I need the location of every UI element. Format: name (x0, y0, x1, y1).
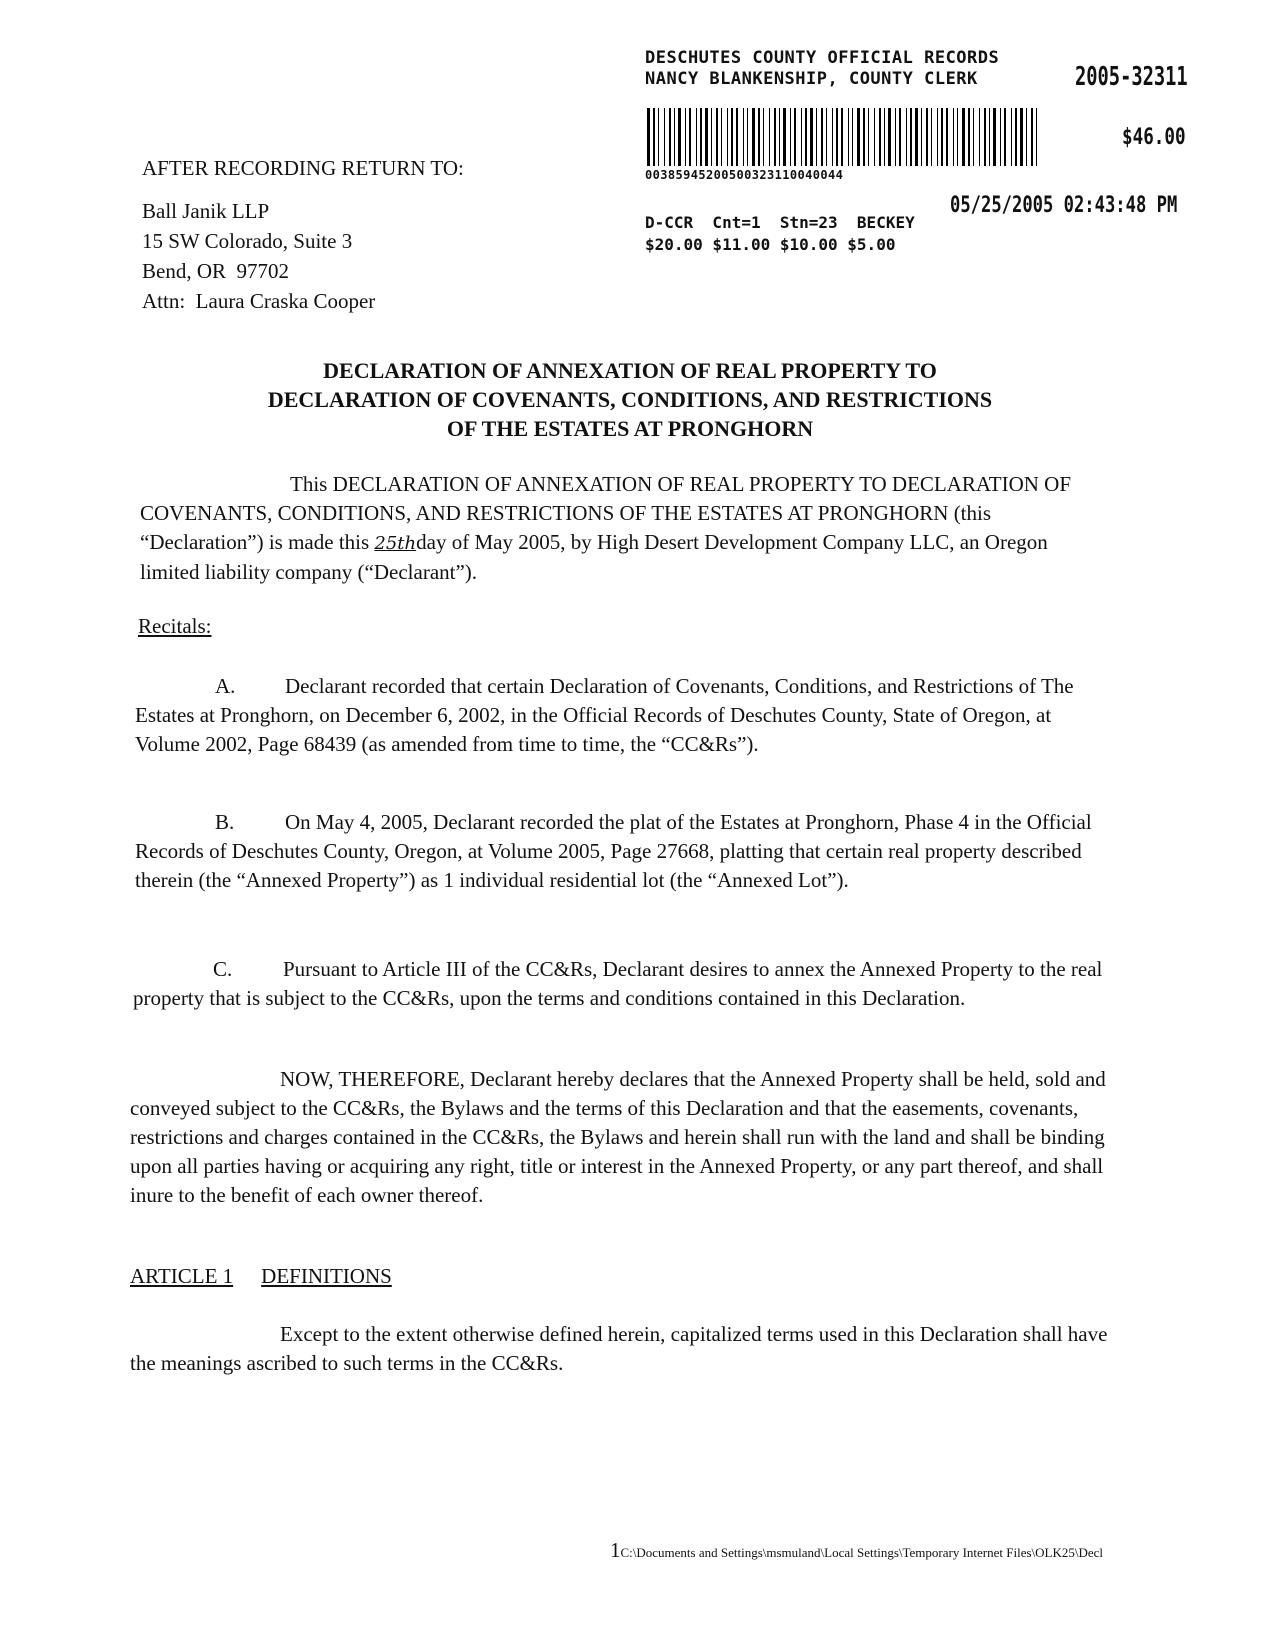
return-address-line: Bend, OR 97702 (142, 259, 289, 283)
recording-fees-line: $20.00 $11.00 $10.00 $5.00 (645, 235, 896, 254)
intro-text-start: This DECLARATION OF ANNEXATION OF REAL PROPERTY TO DECLARATION OF COVENANTS, CONDITIONS, AND RESTRICTIONS OF THE ESTATES AT PRONGHORN (this “Declaration”) is made this (140, 472, 1072, 554)
barcode-bar (1036, 108, 1037, 166)
title-line: OF THE ESTATES AT PRONGHORN (446, 416, 814, 441)
barcode-bar (946, 108, 948, 166)
barcode-bar (805, 108, 807, 166)
handwritten-day: 25th (374, 533, 417, 554)
barcode-bar (941, 108, 943, 166)
barcode-bar (731, 108, 733, 166)
barcode-bar (926, 108, 928, 166)
barcode-bar (906, 108, 907, 166)
barcode-bar (689, 108, 691, 166)
barcode-bar (711, 108, 712, 166)
barcode-bar (1011, 108, 1012, 166)
recital-letter: A. (215, 674, 236, 698)
barcode-bar (848, 108, 849, 166)
barcode-image (645, 108, 1040, 166)
recording-office-header (645, 48, 999, 90)
return-address-line: 15 SW Colorado, Suite 3 (142, 229, 353, 253)
barcode-bar (868, 108, 869, 166)
barcode-bar (727, 108, 728, 166)
record-number: 2005-32311 (1075, 62, 1188, 92)
county-clerk-name: NANCY BLANKENSHIP, COUNTY CLERK (645, 69, 978, 89)
barcode-bar (984, 108, 986, 166)
page-number: 1 (610, 1538, 621, 1562)
recital-letter: C. (213, 957, 233, 981)
barcode-bar (852, 108, 853, 166)
barcode-bar (783, 108, 786, 166)
barcode-bar (973, 108, 974, 166)
barcode-bar (758, 108, 760, 166)
barcode-bar (669, 108, 671, 166)
barcode-bar (874, 108, 875, 166)
barcode-bar (826, 108, 827, 166)
barcode-bar (832, 108, 833, 166)
barcode-bar (979, 108, 980, 166)
barcode-bar (895, 108, 896, 166)
barcode-bar (931, 108, 932, 166)
barcode-bar (1004, 108, 1006, 166)
barcode-bar (899, 108, 901, 166)
barcode-bar (937, 108, 938, 166)
barcode-bar (752, 108, 755, 166)
barcode-bar (857, 108, 860, 166)
barcode-bar (794, 108, 796, 166)
barcode-bar (747, 108, 748, 166)
barcode-bar (1015, 108, 1017, 166)
barcode-bar (962, 108, 965, 166)
definitions-text: Except to the extent otherwise defined herein, capitalized terms used in this Declaration shall have the meanings ascribed to such terms in the CC&Rs. (130, 1322, 1108, 1375)
intro-text-end: day of May 2005, by High Desert Development Company LLC, an Oregon limited liability company (“Declarant”). (140, 530, 1048, 584)
barcode-bar (836, 108, 838, 166)
barcode-bar (957, 108, 958, 166)
barcode-bar (769, 108, 770, 166)
barcode-bar (879, 108, 881, 166)
barcode-bar (790, 108, 791, 166)
barcode-bar (989, 108, 990, 166)
file-path: C:\Documents and Settings\msmuland\Local Settings\Temporary Internet Files\OLK25\Decl (620, 1545, 1104, 1560)
recital-text: Declarant recorded that certain Declaration of Covenants, Conditions, and Restrictions of The Estates at Pronghorn, on December 6, 2002, in the Official Records of Deschutes County, State of Oregon, at Volume 2002, Page 68439 (as amended from time to time, the “CC&Rs”). (135, 674, 1074, 756)
barcode-bar (678, 108, 681, 166)
barcode-bar (863, 108, 865, 166)
return-to-label: AFTER RECORDING RETURN TO: (142, 156, 464, 180)
barcode-bar (1026, 108, 1027, 166)
recital-b (135, 808, 1115, 895)
barcode-bar (816, 108, 817, 166)
recital-letter: B. (215, 810, 235, 834)
barcode-bar (993, 108, 996, 166)
barcode-bar (716, 108, 718, 166)
recording-datetime: 05/25/2005 02:43:48 PM (950, 193, 1178, 218)
barcode-bar (1000, 108, 1001, 166)
barcode-bar (921, 108, 922, 166)
barcode-bar (743, 108, 744, 166)
recital-a (135, 672, 1115, 759)
definitions-paragraph (130, 1320, 1115, 1378)
article-number: ARTICLE 1 (130, 1264, 234, 1288)
barcode-bar (779, 108, 780, 166)
barcode-bar (653, 108, 655, 166)
now-therefore-paragraph (130, 1065, 1115, 1210)
intro-paragraph (140, 470, 1100, 587)
recording-code-line: D-CCR Cnt=1 Stn=23 BECKEY (645, 213, 915, 232)
title-line: DECLARATION OF COVENANTS, CONDITIONS, AND RESTRICTIONS (267, 387, 993, 412)
recital-c (133, 955, 1113, 1013)
barcode-bar (696, 108, 697, 166)
barcode-bar (664, 108, 665, 166)
barcode-bar (841, 108, 843, 166)
barcode-bar (1020, 108, 1023, 166)
barcode-bar (658, 108, 659, 166)
barcode-bar (910, 108, 912, 166)
barcode-bar (685, 108, 686, 166)
article-heading (130, 1262, 392, 1291)
article-title: DEFINITIONS (261, 1264, 392, 1288)
return-address (142, 196, 375, 316)
recital-text: On May 4, 2005, Declarant recorded the plat of the Estates at Pronghorn, Phase 4 in the Official Records of Deschutes County, Oregon, at Volume 2005, Page 27668, platting that certain real property described therein (the “Annexed Property”) as 1 individual residential lot (the “Annexed Lot”). (135, 810, 1092, 892)
page-footer (610, 1538, 1103, 1563)
barcode-bar (884, 108, 885, 166)
barcode-bar (736, 108, 738, 166)
barcode-bar (721, 108, 722, 166)
fee-total: $46.00 (1122, 125, 1186, 150)
barcode-bar (801, 108, 802, 166)
recording-office-name: DESCHUTES COUNTY OFFICIAL RECORDS (645, 48, 1000, 68)
barcode-bar (968, 108, 970, 166)
barcode-bar (674, 108, 675, 166)
recitals-heading: Recitals: (138, 614, 212, 638)
return-address-line: Ball Janik LLP (142, 199, 270, 223)
title-line: DECLARATION OF ANNEXATION OF REAL PROPERTY TO (323, 358, 937, 383)
recording-codes (645, 212, 915, 256)
now-therefore-text: NOW, THEREFORE, Declarant hereby declares that the Annexed Property shall be held, sold and conveyed subject to the CC&Rs, the Bylaws and the terms of this Declaration and that the easements, covenants, restrictions and charges contained in the CC&Rs, the Bylaws and herein shall run with the land and shall be binding upon all parties having or acquiring any right, title or interest in the Annexed Property, or any part thereof, and shall inure to the benefit of each owner thereof. (130, 1067, 1106, 1207)
return-address-line: Attn: Laura Craska Cooper (142, 289, 376, 313)
barcode-bar (1031, 108, 1033, 166)
barcode-bar (763, 108, 764, 166)
barcode-digits: 00385945200500323110040044 (645, 168, 844, 182)
barcode-bar (888, 108, 891, 166)
barcode-bar (915, 108, 918, 166)
document-title (130, 356, 1130, 443)
barcode-bar (647, 108, 650, 166)
barcode-bar (705, 108, 708, 166)
barcode-bar (821, 108, 823, 166)
barcode-bar (810, 108, 813, 166)
barcode-bar (700, 108, 702, 166)
recital-text: Pursuant to Article III of the CC&Rs, Declarant desires to annex the Annexed Property to the real property that is subject to the CC&Rs, upon the terms and conditions contained in this Declaration. (133, 957, 1103, 1010)
barcode-bar (953, 108, 954, 166)
barcode-bar (774, 108, 776, 166)
